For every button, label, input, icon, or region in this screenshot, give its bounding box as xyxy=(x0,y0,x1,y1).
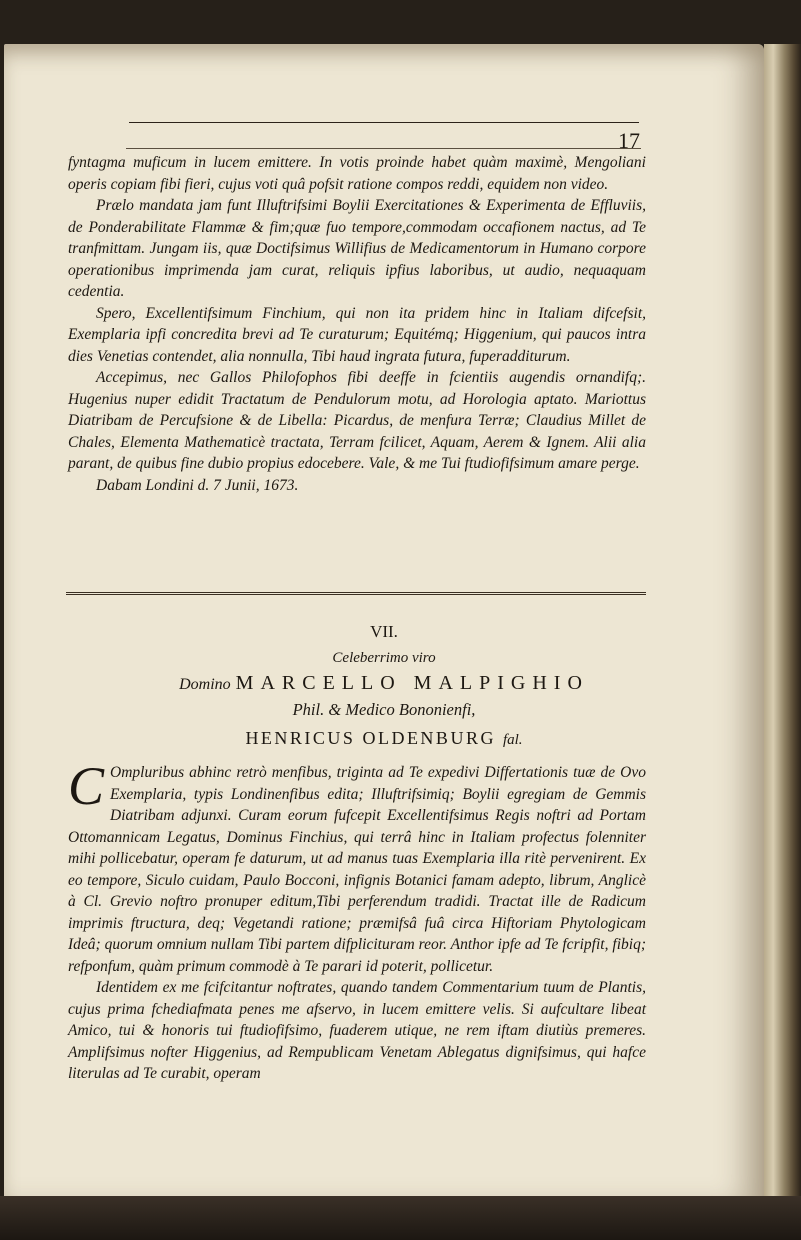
previous-letter-end xyxy=(68,152,646,496)
paragraph-1: fyntagma muficum in lucem emittere. In votis proinde habet quàm maximè, Mengoliani operis copiam fibi fieri, cujus voti quâ pofsit ratione compos reddi, equidem non video. xyxy=(68,154,646,193)
header-rule-lower xyxy=(126,148,641,149)
sender-salutation: fal. xyxy=(502,732,523,748)
page-number: 17 xyxy=(618,128,640,153)
paragraph-3: Spero, Excellentifsimum Finchium, qui non ita pridem hinc in Italiam difcefsit, Exemplaria ipfi concredita brevi ad Te curaturum; Equitémq; Higgenium, qui paucos intra dies Venetias contendet, alia nonnulla, Tibi haud ingrata futura, fuperadditurum. xyxy=(68,304,646,365)
page-bottom-edge xyxy=(0,1196,801,1240)
page-gutter xyxy=(764,44,801,1208)
book-page xyxy=(4,44,764,1208)
paragraph-4: Accepimus, nec Gallos Philofophos fibi deeffe in fcientiis augendis ornandifq;. Hugenius nuper edidit Tractatum de Pendulorum motu, ad Horologia aptato. Mariottus Diatribam de Percufsione & de Libella: Picardus, de menfura Terræ; Claudius Millet de Chales, Elementa Mathematicè tractata, Terram fcilicet, Aquam, Aerem & Ignem. Alii alia parant, de quibus fine dubio propius edocebere. Vale, & me Tui ftudiofifsimum amare perge. xyxy=(68,369,646,472)
paragraph-2: Prælo mandata jam funt Illuftrifsimi Boylii Exercitationes & Experimenta de Effluviis, de Ponderabilitate Flammæ & fim;quæ fuo tempore,commodam occafionem nactus, ad Te tranfmittam. Jungam iis, quæ Doctifsimus Willifius de Medicamentorum in Humano corpore operationibus imprimenda jam curat, reliquis ipfius laboribus, ut audio, nequaquam cedentia. xyxy=(68,197,646,300)
drop-cap: C xyxy=(68,756,105,816)
letter-paragraph-1-text: Ompluribus abhinc retrò menfibus, triginta ad Te expedivi Differtationis tuæ de Ovo Exemplaria, typis Londinenfibus edita; Illuftrifsimiq; Boylii egregiam de Gemmis Diatribam adjunxi. Curam eorum fufcepit Excellentifsimus Regis noftri ad Portam Ottomannicam Legatus, Dominus Finchius, qui terrâ hinc in Italiam profectus folenniter mihi pollicebatur, operam fe daturum, ut ad manus tuas Exemplaria illa ritè pervenirent. Ex eo tempore, Siculo cuidam, Paulo Bocconi, infignis Botanici famam adepto, librum, Anglicè à Cl. Grevio noftro pronuper editum,Tibi perferendum tradidi. Tractat ille de Radicum imprimis ftructura, deq; Vegetandi ratione; præmifsâ fuâ circa Hiftoriam Phytologicam Ideâ; quorum omnium nullam Tibi partem difplicituram reor. Anthor ipfe ad Te fcripfit, fibiq; refponfum, quàm primum commodè à Te parari id poterit, pollicetur. xyxy=(68,764,646,975)
addressee-name: MARCELLO MALPIGHIO xyxy=(235,672,589,694)
addressee-lead: Domino xyxy=(179,676,231,693)
section-rule xyxy=(66,592,646,593)
letter-paragraph-1 xyxy=(68,756,646,977)
addressee xyxy=(4,672,764,695)
sender-name: HENRICUS OLDENBURG xyxy=(245,728,496,748)
section-rule-double xyxy=(66,594,646,595)
section-epithet: Celeberrimo viro xyxy=(332,650,436,666)
header-rule xyxy=(129,122,639,123)
section-number: VII. xyxy=(370,622,398,641)
addressee-title: Phil. & Medico Bononienfi, xyxy=(292,700,476,719)
sender xyxy=(4,728,764,749)
dateline: Dabam Londini d. 7 Junii, 1673. xyxy=(96,476,299,494)
letter-paragraph-2: Identidem ex me fcifcitantur noftrates, quando tandem Commentarium tuum de Plantis, cujus prima fchediafmata penes me afservo, in lucem emittere velis. Si aufcultare libeat Amico, tui & honoris tui ftudiofifsimo, fuaderem utique, ne rem iftam diutiùs premeres. Amplifsimus nofter Higgenius, ad Rempublicam Venetam Ablegatus dignifsimus, qui hafce literulas ad Te curabit, operam xyxy=(68,979,646,1082)
letter-body xyxy=(68,756,646,1085)
